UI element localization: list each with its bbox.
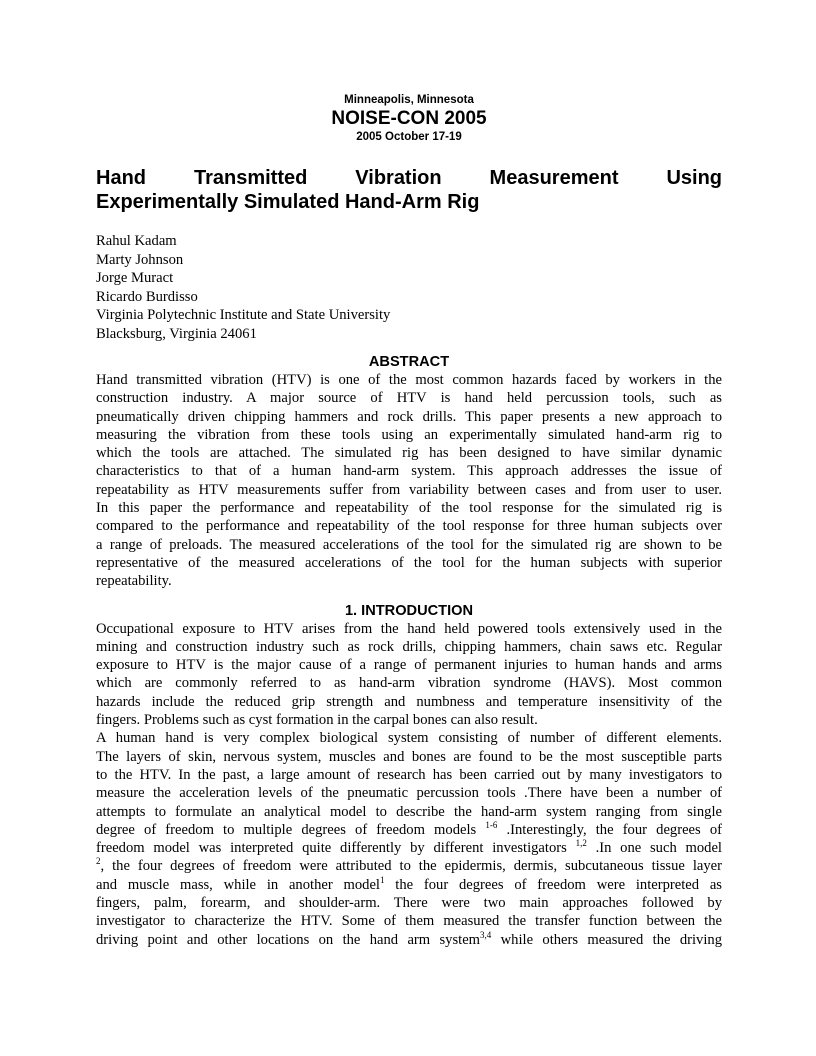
abstract-line: measuring the vibration from these tools using an experimentally simulated hand-arm rig to (96, 426, 722, 443)
abstract-line: compared to the performance and repeatability of the tool response for three human subjects over (96, 518, 722, 535)
abstract-line: In this paper the performance and repeatability of the tool response for the simulated rig is (96, 500, 722, 517)
intro-line (96, 931, 722, 949)
paper-page (96, 93, 722, 949)
intro-line: hazards include the reduced grip strength and numbness and temperature insensitivity of the (96, 693, 722, 710)
intro-text: , the four degrees of freedom were attributed to the epidermis, dermis, subcutaneous tissue layer (100, 858, 722, 875)
paper-title-line-2: Experimentally Simulated Hand-Arm Rig (96, 191, 480, 213)
abstract-line: characteristics to that of a human hand-arm system. This approach addresses the issue of (96, 463, 722, 480)
conference-date: 2005 October 17-19 (356, 131, 462, 143)
intro-line: The layers of skin, nervous system, muscles and bones are found to be the most susceptible parts (96, 748, 722, 765)
abstract-line: repeatability. (96, 573, 172, 590)
paper-title (96, 166, 722, 214)
intro-text: driving point and other locations on the hand arm system (96, 931, 481, 948)
paper-title-line-1: Hand Transmitted Vibration Measurement Using (96, 167, 722, 189)
introduction-paragraph-2 (96, 729, 722, 949)
intro-text: the four degrees of freedom were interpreted as (384, 876, 722, 893)
intro-line: exposure to HTV is the major cause of a range of permanent injuries to human hands and arms (96, 657, 722, 674)
intro-text: while others measured the driving (491, 931, 722, 948)
intro-line: fingers. Problems such as cyst formation in the carpal bones can also result. (96, 712, 538, 729)
conference-city: Minneapolis, Minnesota (344, 94, 474, 106)
intro-line (96, 857, 722, 875)
author-block (96, 232, 722, 343)
conference-name: NOISE-CON 2005 (331, 108, 487, 129)
intro-line: investigator to characterize the HTV. Some of them measured the transfer function between the (96, 913, 722, 930)
citation-superscript: 2 (96, 856, 101, 867)
intro-line: which are commonly referred to as hand-arm vibration syndrome (HAVS). Most common (96, 675, 722, 692)
introduction-heading: 1. INTRODUCTION (344, 602, 474, 619)
intro-line: to the HTV. In the past, a large amount of research has been carried out by many investigators to (96, 766, 722, 783)
intro-text: .Interestingly, the four degrees of (497, 821, 722, 838)
abstract-line: repeatability as HTV measurements suffer from variability between cases and from user to user. (96, 481, 722, 498)
intro-line: measure the acceleration levels of the pneumatic percussion tools .There have been a number of (96, 785, 722, 802)
abstract-text (96, 371, 722, 591)
abstract-line: representative of the measured accelerations of the tool for the human subjects with superior (96, 554, 722, 571)
intro-line: mining and construction industry such as rock drills, chipping hammers, chain saws etc. Regular (96, 638, 722, 655)
citation-superscript: 1-6 (485, 819, 498, 830)
abstract-line: a range of preloads. The measured accelerations of the tool for the simulated rig are shown to be (96, 536, 722, 553)
intro-line (96, 821, 722, 839)
author-name: Marty Johnson (96, 251, 184, 268)
citation-superscript: 3,4 (480, 929, 492, 940)
intro-text: and muscle mass, while in another model (96, 876, 380, 893)
introduction-paragraph-1 (96, 620, 722, 730)
intro-line: fingers, palm, forearm, and shoulder-arm. There were two main approaches followed by (96, 895, 722, 912)
author-name: Ricardo Burdisso (96, 288, 198, 305)
intro-line: attempts to formulate an analytical model to describe the hand-arm system ranging from single (96, 803, 722, 820)
intro-line: A human hand is very complex biological system consisting of number of different elements. (96, 730, 722, 747)
author-name: Jorge Muract (96, 270, 174, 286)
intro-text: .In one such model (586, 840, 722, 857)
abstract-heading: ABSTRACT (368, 354, 450, 370)
abstract-line: which the tools are attached. The simulated rig has been designed to have similar dynamic (96, 445, 722, 462)
author-address: Blacksburg, Virginia 24061 (96, 325, 257, 342)
author-affiliation: Virginia Polytechnic Institute and State University (96, 307, 391, 323)
intro-line: Occupational exposure to HTV arises from the hand held powered tools extensively used in the (96, 620, 722, 637)
abstract-line: pneumatically driven chipping hammers and rock drills. This paper presents a new approach to (96, 408, 722, 425)
abstract-line: construction industry. A major source of HTV is hand held percussion tools, such as (96, 390, 722, 407)
author-name: Rahul Kadam (96, 233, 177, 249)
conference-header (96, 93, 722, 144)
citation-superscript: 1,2 (575, 838, 587, 849)
intro-line (96, 839, 722, 857)
intro-line (96, 876, 722, 894)
intro-text: degree of freedom to multiple degrees of freedom models (96, 821, 486, 838)
intro-text: freedom model was interpreted quite differently by different investigators (96, 840, 576, 857)
abstract-line: Hand transmitted vibration (HTV) is one of the most common hazards faced by workers in the (96, 372, 722, 388)
citation-superscript: 1 (379, 874, 385, 885)
